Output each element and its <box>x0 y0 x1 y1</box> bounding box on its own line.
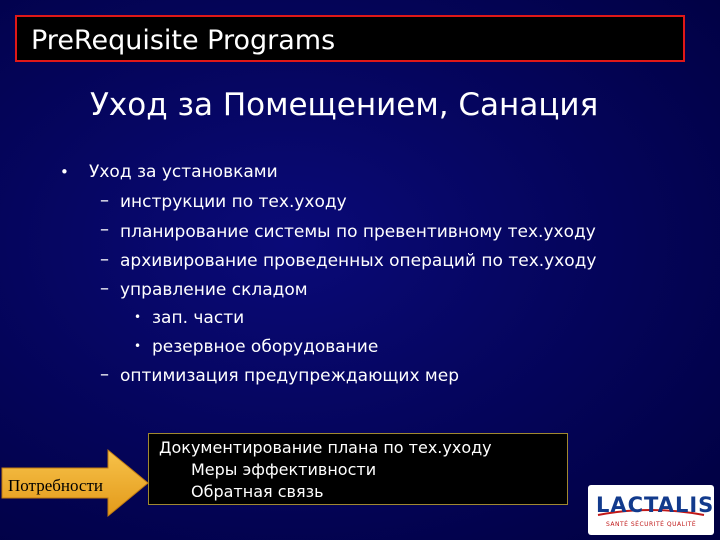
callout-item: Обратная связь <box>191 482 324 501</box>
sub-list-item: зап. части <box>152 308 245 328</box>
list-item: планирование системы по превентивному тех.уходу <box>120 222 596 242</box>
slide-title: PreRequisite Programs <box>31 25 336 56</box>
callout-box <box>148 433 568 505</box>
dash-marker: – <box>100 364 109 385</box>
needs-arrow <box>0 448 150 518</box>
logo-name: LACTALIS <box>596 493 715 517</box>
bullet-marker: • <box>60 163 69 181</box>
slide-subtitle: Уход за Помещением, Санация <box>90 87 599 123</box>
callout-item: Меры эффективности <box>191 460 377 479</box>
main-bullet: Уход за установками <box>89 162 278 182</box>
dash-marker: – <box>100 190 109 211</box>
list-item: оптимизация предупреждающих мер <box>120 366 459 386</box>
dash-marker: – <box>100 278 109 299</box>
list-item: инструкции по тех.уходу <box>120 192 347 212</box>
dash-marker: – <box>100 219 109 240</box>
list-item: управление складом <box>120 280 308 300</box>
dash-marker: – <box>100 249 109 270</box>
needs-label: Потребности <box>8 476 103 495</box>
sub-bullet-marker: • <box>134 310 142 324</box>
logo-tagline: SANTÉ SÉCURITÉ QUALITÉ <box>606 521 697 528</box>
list-item: архивирование проведенных операций по тех.уходу <box>120 251 597 271</box>
sub-list-item: резервное оборудование <box>152 337 379 357</box>
lactalis-logo <box>588 485 714 535</box>
sub-bullet-marker: • <box>134 339 142 353</box>
title-box <box>15 15 685 62</box>
callout-heading: Документирование плана по тех.уходу <box>159 438 492 457</box>
